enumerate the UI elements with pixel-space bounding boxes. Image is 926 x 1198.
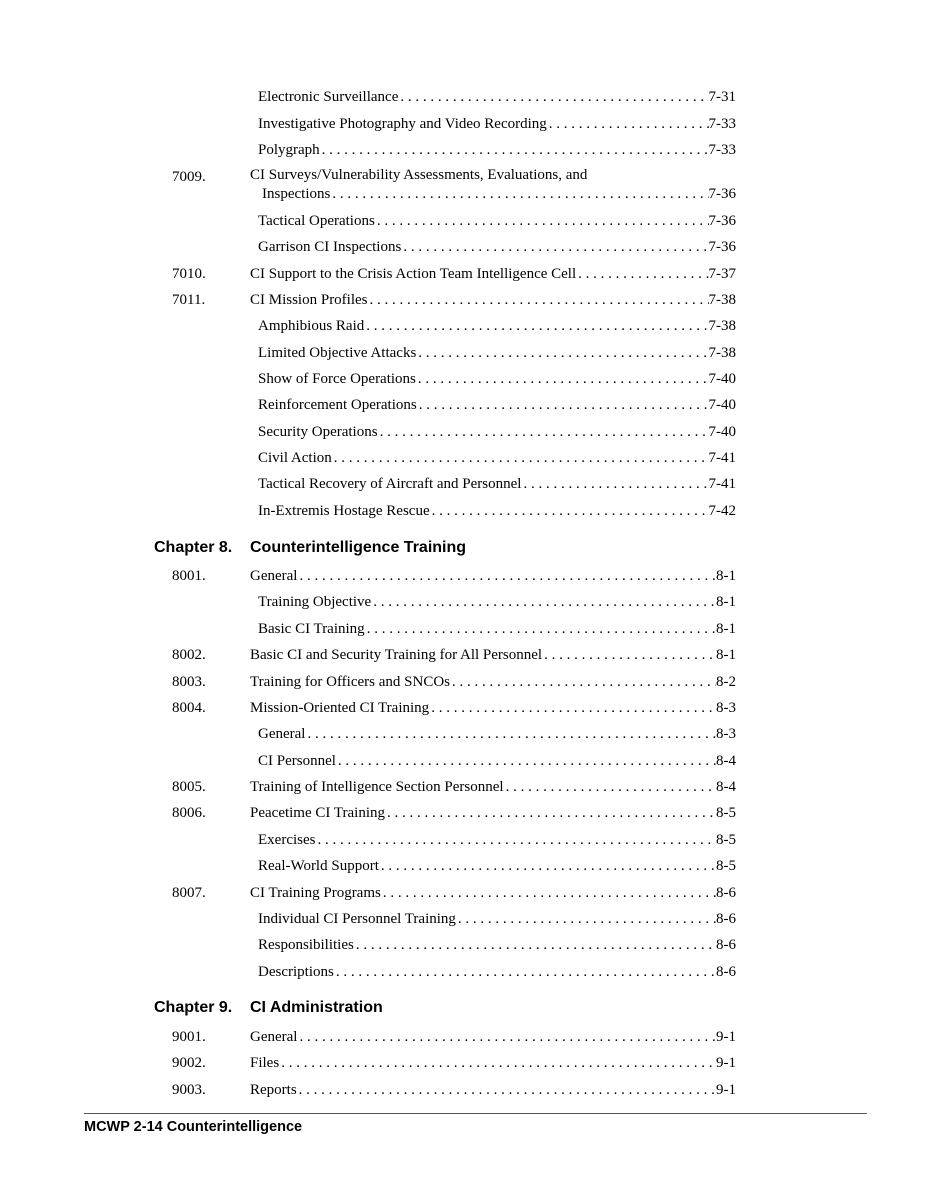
page-number: 7-38: [708, 318, 736, 334]
entry-title: General: [258, 726, 306, 742]
dot-leader: [379, 855, 716, 877]
entry-title: Garrison CI Inspections: [258, 239, 402, 255]
page-number: 7-31: [708, 89, 736, 105]
toc-entry[interactable]: [0, 263, 926, 285]
page-number: 7-36: [708, 213, 736, 229]
section-number: 8007.: [172, 885, 206, 901]
toc-entry[interactable]: [0, 829, 926, 851]
entry-title: Real-World Support: [258, 858, 379, 874]
dot-leader: [365, 618, 716, 640]
section-number: 7010.: [172, 266, 206, 282]
page-number: 8-2: [716, 674, 736, 690]
entry-title: Electronic Surveillance: [258, 89, 399, 105]
entry-title: Training Objective: [258, 594, 372, 610]
page-number: 8-3: [716, 700, 736, 716]
toc-entry[interactable]: [0, 644, 926, 666]
dot-leader: [297, 1026, 716, 1048]
toc-entry[interactable]: [0, 86, 926, 108]
dot-leader: [385, 802, 716, 824]
chapter-title: Counterintelligence Training: [250, 539, 467, 556]
toc-entry[interactable]: [0, 908, 926, 930]
toc-entry[interactable]: [0, 855, 926, 877]
page-number: 7-40: [708, 397, 736, 413]
entry-title: Civil Action: [258, 450, 332, 466]
page-number: 8-6: [716, 964, 736, 980]
dot-leader: [429, 697, 716, 719]
toc-entry[interactable]: [0, 139, 926, 161]
dot-leader: [297, 565, 716, 587]
entry-title: Individual CI Personnel Training: [258, 911, 456, 927]
page-number: 8-4: [716, 779, 736, 795]
toc-entry[interactable]: [0, 802, 926, 824]
dot-leader: [279, 1052, 716, 1074]
toc-entry[interactable]: [0, 618, 926, 640]
entry-title: CI Mission Profiles: [250, 292, 368, 308]
page-number: 7-33: [708, 116, 736, 132]
page-number: 7-42: [708, 503, 736, 519]
toc-entry[interactable]: [0, 289, 926, 311]
page-number: 7-37: [708, 266, 736, 282]
toc-entry[interactable]: [0, 1079, 926, 1101]
entry-title: Mission-Oriented CI Training: [250, 700, 430, 716]
entry-title: Training of Intelligence Section Personnel: [250, 779, 504, 795]
dot-leader: [330, 183, 708, 205]
page-number: 9-1: [716, 1055, 736, 1071]
section-number: 7009.: [172, 169, 206, 185]
entry-title: Basic CI and Security Training for All Personnel: [250, 647, 543, 663]
toc-entry[interactable]: [0, 750, 926, 772]
toc-entry[interactable]: [0, 697, 926, 719]
page-number: 8-1: [716, 621, 736, 637]
section-number: 8006.: [172, 805, 206, 821]
page-number: 7-33: [708, 142, 736, 158]
dot-leader: [364, 315, 708, 337]
dot-leader: [521, 473, 708, 495]
dot-leader: [305, 723, 716, 745]
footer-text: MCWP 2-14 Counterintelligence: [84, 1119, 303, 1135]
entry-title: Tactical Operations: [258, 213, 375, 229]
dot-leader: [368, 289, 709, 311]
page-number: 9-1: [716, 1029, 736, 1045]
chapter-label: Chapter 9.: [154, 999, 233, 1016]
entry-title: CI Support to the Crisis Action Team Intelligence Cell: [250, 266, 577, 282]
entry-title: Reports: [250, 1082, 297, 1098]
dot-leader: [401, 236, 708, 258]
entry-title: Files: [250, 1055, 280, 1071]
toc-entry[interactable]: [0, 671, 926, 693]
page-number: 7-38: [708, 292, 736, 308]
section-number: 9001.: [172, 1029, 206, 1045]
chapter-label: Chapter 8.: [154, 539, 233, 556]
dot-leader: [416, 342, 708, 364]
toc-entry[interactable]: [0, 342, 926, 364]
dot-leader: [315, 829, 716, 851]
dot-leader: [336, 750, 716, 772]
page-number: 8-6: [716, 937, 736, 953]
page-number: 8-4: [716, 753, 736, 769]
toc-entry[interactable]: [0, 1026, 926, 1048]
entry-title: Show of Force Operations: [258, 371, 416, 387]
dot-leader: [297, 1079, 716, 1101]
page-number: 8-6: [716, 911, 736, 927]
dot-leader: [371, 591, 716, 613]
dot-leader: [430, 500, 709, 522]
dot-leader: [542, 644, 716, 666]
entry-title: CI Personnel: [258, 753, 336, 769]
toc-entry[interactable]: [0, 961, 926, 983]
toc-entry[interactable]: [0, 473, 926, 495]
page-number: 8-5: [716, 805, 736, 821]
dot-leader: [576, 263, 708, 285]
page-number: 8-5: [716, 832, 736, 848]
dot-leader: [547, 113, 709, 135]
entry-title: General: [250, 1029, 298, 1045]
page-number: 7-38: [708, 345, 736, 361]
entry-title: Responsibilities: [258, 937, 354, 953]
entry-title: General: [250, 568, 298, 584]
page-number: 7-41: [708, 450, 736, 466]
section-number: 7011.: [172, 292, 206, 308]
entry-title: Training for Officers and SNCOs: [250, 674, 450, 690]
page-number: 7-36: [708, 239, 736, 255]
entry-title: In-Extremis Hostage Rescue: [258, 503, 430, 519]
entry-title: Inspections: [262, 186, 331, 202]
entry-title: Peacetime CI Training: [250, 805, 385, 821]
toc-entry[interactable]: [0, 591, 926, 613]
toc-entry[interactable]: [0, 315, 926, 337]
entry-title: Polygraph: [258, 142, 320, 158]
dot-leader: [417, 394, 709, 416]
section-number: 9002.: [172, 1055, 206, 1071]
entry-title: Basic CI Training: [258, 621, 365, 637]
entry-title: Investigative Photography and Video Recording: [258, 116, 547, 132]
dot-leader: [320, 139, 709, 161]
dot-leader: [381, 882, 716, 904]
dot-leader: [334, 961, 716, 983]
section-number: 8001.: [172, 568, 206, 584]
toc-entry[interactable]: [0, 934, 926, 956]
page-number: 7-40: [708, 371, 736, 387]
page-number: 8-6: [716, 885, 736, 901]
section-number: 9003.: [172, 1082, 206, 1098]
entry-title: Limited Objective Attacks: [258, 345, 417, 361]
page-number: 8-1: [716, 594, 736, 610]
chapter-title: CI Administration: [250, 999, 383, 1016]
toc-entry[interactable]: [0, 113, 926, 135]
toc-entry[interactable]: [0, 368, 926, 390]
entry-title: CI Surveys/Vulnerability Assessments, Evaluations, and: [250, 167, 588, 183]
page-number: 8-1: [716, 647, 736, 663]
toc-entry[interactable]: [0, 166, 926, 202]
entry-title: Tactical Recovery of Aircraft and Personnel: [258, 476, 522, 492]
dot-leader: [450, 671, 716, 693]
toc-entry[interactable]: [0, 500, 926, 522]
dot-leader: [332, 447, 709, 469]
dot-leader: [354, 934, 716, 956]
entry-title: Descriptions: [258, 964, 334, 980]
dot-leader: [378, 421, 709, 443]
entry-title: Reinforcement Operations: [258, 397, 417, 413]
toc-entry[interactable]: [0, 447, 926, 469]
footer-rule: [84, 1113, 867, 1114]
page-number: 7-40: [708, 424, 736, 440]
page-number: 8-3: [716, 726, 736, 742]
toc-entry[interactable]: [0, 421, 926, 443]
entry-title: Exercises: [258, 832, 316, 848]
page-number: 7-36: [708, 186, 736, 202]
page-number: 8-1: [716, 568, 736, 584]
dot-leader: [456, 908, 716, 930]
entry-title: Amphibious Raid: [258, 318, 365, 334]
dot-leader: [416, 368, 709, 390]
toc-entry[interactable]: [0, 723, 926, 745]
toc-entry[interactable]: [0, 882, 926, 904]
toc-entry[interactable]: [0, 776, 926, 798]
toc-entry[interactable]: [0, 565, 926, 587]
entry-title: CI Training Programs: [250, 885, 381, 901]
section-number: 8005.: [172, 779, 206, 795]
dot-leader: [398, 86, 708, 108]
section-number: 8002.: [172, 647, 206, 663]
page-number: 8-5: [716, 858, 736, 874]
section-number: 8004.: [172, 700, 206, 716]
dot-leader: [504, 776, 716, 798]
toc-entry[interactable]: [0, 210, 926, 232]
toc-entry[interactable]: [0, 236, 926, 258]
dot-leader: [375, 210, 709, 232]
page-number: 9-1: [716, 1082, 736, 1098]
page-number: 7-41: [708, 476, 736, 492]
entry-title: Security Operations: [258, 424, 378, 440]
toc-entry[interactable]: [0, 394, 926, 416]
toc-entry[interactable]: [0, 1052, 926, 1074]
section-number: 8003.: [172, 674, 206, 690]
